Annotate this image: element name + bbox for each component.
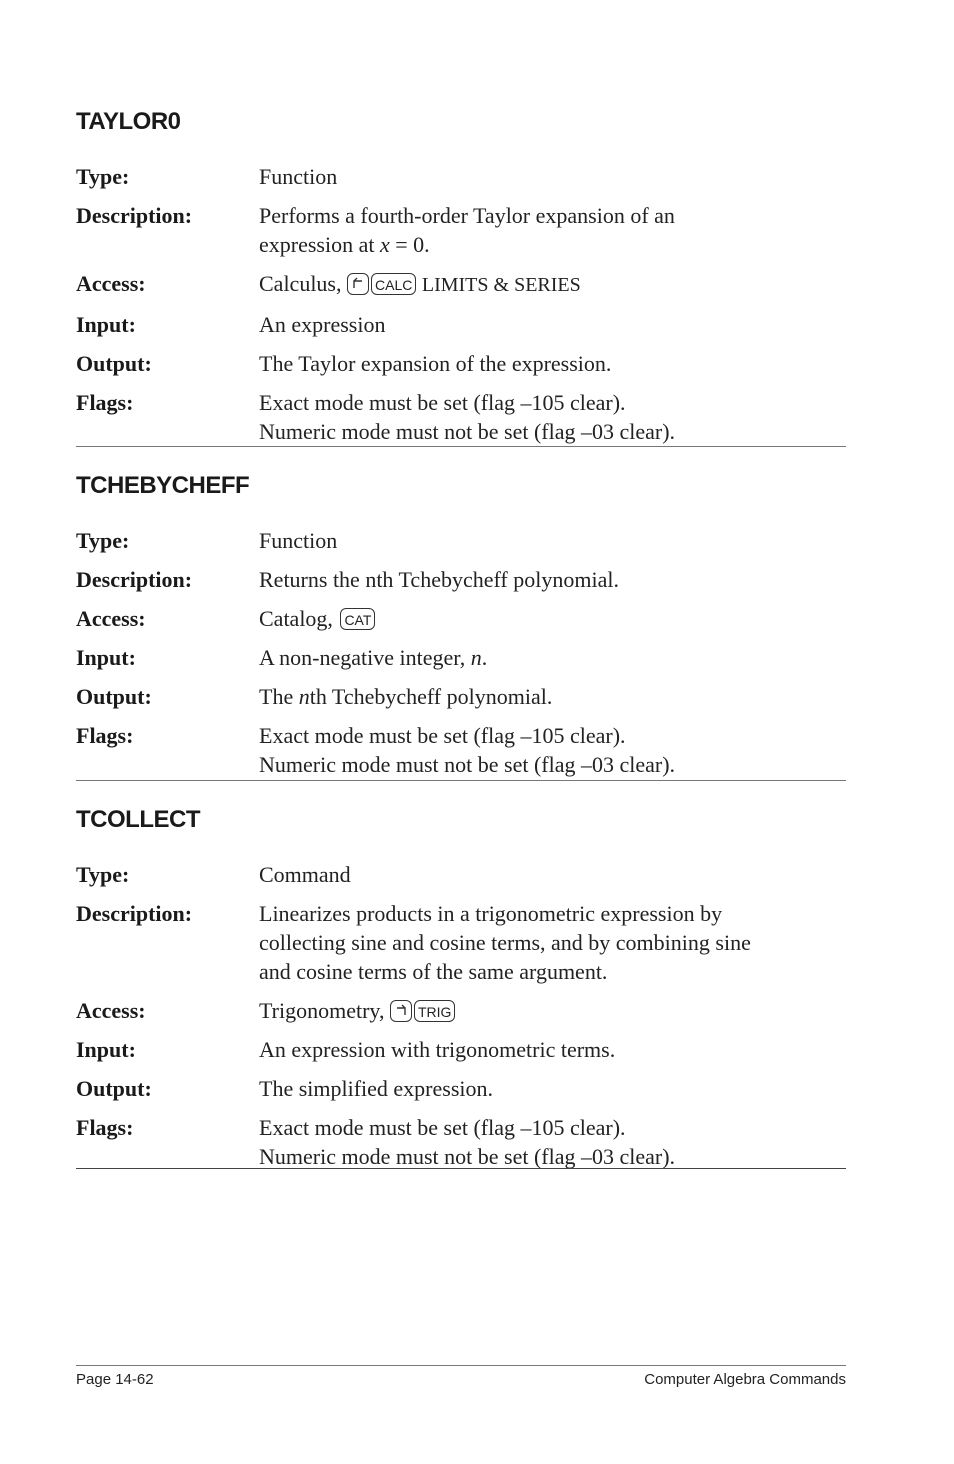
- entry-title: TCHEBYCHEFF: [76, 472, 250, 499]
- flags-value: [259, 721, 846, 779]
- entry-title: TCOLLECT: [76, 806, 200, 833]
- entry-tchebycheff: [76, 472, 846, 779]
- output-pre: The: [259, 684, 294, 709]
- input-value: An expression with trigonometric terms.: [259, 1037, 616, 1062]
- flags-line: Exact mode must be set (flag –105 clear).: [259, 1115, 626, 1140]
- flags-line: Exact mode must be set (flag –105 clear).: [259, 390, 626, 415]
- trig-key: TRIG: [414, 1000, 455, 1022]
- flags-label: Flags:: [76, 1115, 134, 1140]
- output-value: The simplified expression.: [259, 1076, 494, 1101]
- output-row: [76, 349, 846, 378]
- input-row: [76, 643, 846, 672]
- flags-line: Numeric mode must not be set (flag –03 clear).: [259, 1144, 676, 1169]
- description-line: Performs a fourth-order Taylor expansion of an: [259, 203, 675, 228]
- input-label: Input:: [76, 312, 136, 337]
- type-row: [76, 162, 846, 191]
- flags-line: Numeric mode must not be set (flag –03 clear).: [259, 752, 676, 777]
- description-value: [259, 899, 846, 986]
- page-number: Page 14-62: [76, 1371, 154, 1388]
- output-label: Output:: [76, 684, 152, 709]
- description-label: Description:: [76, 203, 193, 228]
- flags-line: Exact mode must be set (flag –105 clear).: [259, 723, 626, 748]
- type-label: Type:: [76, 164, 130, 189]
- type-label: Type:: [76, 862, 130, 887]
- type-row: [76, 860, 846, 889]
- input-row: [76, 310, 846, 339]
- output-row: [76, 1074, 846, 1103]
- variable-n: n: [470, 645, 482, 670]
- type-value: Command: [259, 862, 351, 887]
- description-label: Description:: [76, 901, 193, 926]
- section-divider: [76, 1168, 846, 1169]
- section-divider: [76, 446, 846, 447]
- input-text: A non-negative integer,: [259, 645, 466, 670]
- footer-divider: [76, 1365, 846, 1366]
- flags-value: [259, 388, 846, 446]
- flags-value: [259, 1113, 846, 1171]
- access-value: [259, 604, 846, 633]
- output-post: th Tchebycheff polynomial.: [309, 684, 553, 709]
- entry-tcollect: [76, 806, 846, 1171]
- flags-row: [76, 388, 846, 446]
- variable-x: x: [379, 232, 390, 257]
- description-end: = 0.: [389, 232, 430, 257]
- description-row: [76, 201, 846, 259]
- input-value: An expression: [259, 312, 386, 337]
- output-label: Output:: [76, 1076, 152, 1101]
- entry-taylor0: [76, 108, 846, 446]
- description-label: Description:: [76, 567, 193, 592]
- access-value: [259, 996, 846, 1025]
- access-value: [259, 269, 846, 300]
- output-label: Output:: [76, 351, 152, 376]
- access-menu: LIMITS & SERIES: [421, 274, 581, 296]
- description-line: collecting sine and cosine terms, and by combining sine: [259, 930, 751, 955]
- input-value: [259, 643, 846, 672]
- calc-key: CALC: [371, 273, 416, 295]
- left-shift-icon: [347, 273, 369, 295]
- description-value: Returns the nth Tchebycheff polynomial.: [259, 567, 619, 592]
- flags-row: [76, 1113, 846, 1171]
- access-label: Access:: [76, 271, 146, 296]
- description-value: [259, 201, 846, 259]
- input-row: [76, 1035, 846, 1064]
- type-label: Type:: [76, 528, 130, 553]
- access-text: Calculus,: [259, 271, 342, 296]
- output-value: [259, 682, 846, 711]
- description-row: [76, 899, 846, 986]
- description-line: expression at: [259, 232, 375, 257]
- section-divider: [76, 780, 846, 781]
- input-label: Input:: [76, 645, 136, 670]
- cat-key: CAT: [340, 608, 375, 630]
- flags-label: Flags:: [76, 723, 134, 748]
- output-value: The Taylor expansion of the expression.: [259, 351, 612, 376]
- access-row: [76, 269, 846, 300]
- variable-n: n: [298, 684, 310, 709]
- flags-line: Numeric mode must not be set (flag –03 clear).: [259, 419, 676, 444]
- output-row: [76, 682, 846, 711]
- access-text: Trigonometry,: [259, 998, 385, 1023]
- type-value: Function: [259, 164, 338, 189]
- access-label: Access:: [76, 606, 146, 631]
- flags-row: [76, 721, 846, 779]
- entry-title: TAYLOR0: [76, 108, 181, 135]
- flags-label: Flags:: [76, 390, 134, 415]
- access-row: [76, 996, 846, 1025]
- description-row: [76, 565, 846, 594]
- input-label: Input:: [76, 1037, 136, 1062]
- access-text: Catalog,: [259, 606, 333, 631]
- input-end: .: [481, 645, 488, 670]
- right-shift-icon: [390, 1000, 412, 1022]
- type-row: [76, 526, 846, 555]
- access-label: Access:: [76, 998, 146, 1023]
- type-value: Function: [259, 528, 338, 553]
- section-title: Computer Algebra Commands: [644, 1371, 846, 1388]
- access-row: [76, 604, 846, 633]
- description-line: Linearizes products in a trigonometric expression by: [259, 901, 723, 926]
- description-line: and cosine terms of the same argument.: [259, 959, 608, 984]
